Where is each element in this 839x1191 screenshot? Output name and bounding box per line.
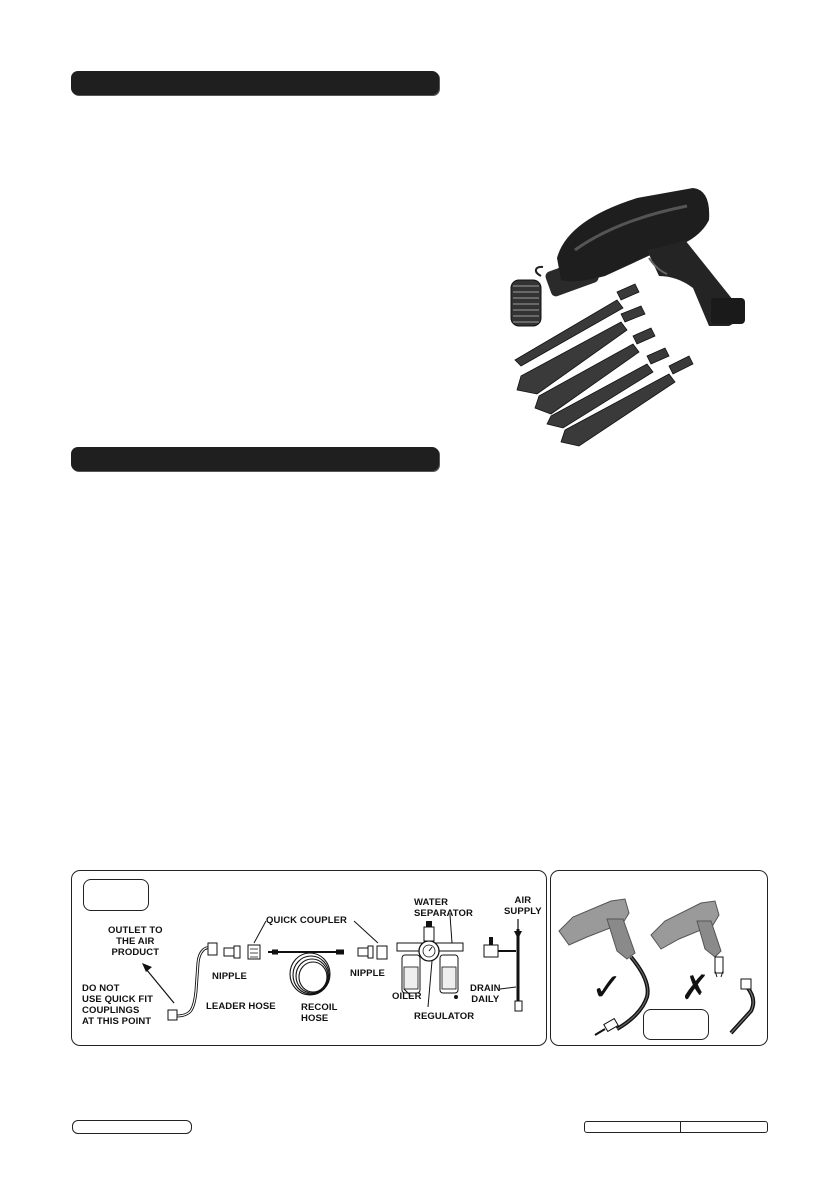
connection-comparison-panel xyxy=(550,870,768,1046)
footer-issue-box xyxy=(584,1121,768,1133)
air-supply-diagram-panel xyxy=(71,870,547,1046)
label-water-separator: WATER SEPARATOR xyxy=(414,897,473,919)
label-air-supply: AIR SUPPLY xyxy=(504,895,542,917)
label-leader-hose: LEADER HOSE xyxy=(206,1001,276,1012)
air-hammer-icon xyxy=(544,188,745,326)
air-hammer-kit-illustration xyxy=(497,180,777,450)
label-nipple: NIPPLE xyxy=(212,971,247,982)
figure-tag xyxy=(643,1009,709,1040)
section-header-bar xyxy=(71,71,439,95)
chisel-set-icon xyxy=(515,284,693,446)
label-quick-coupler: QUICK COUPLER xyxy=(266,915,347,926)
label-regulator: REGULATOR xyxy=(414,1011,475,1022)
section-header-bar xyxy=(71,447,439,471)
label-do-not: DO NOT USE QUICK FIT COUPLINGS AT THIS POINT xyxy=(82,983,153,1027)
label-oiler: OILER xyxy=(392,991,422,1002)
cross-mark-icon: ✗ xyxy=(681,968,710,1008)
label-drain-daily: DRAIN DAILY xyxy=(470,983,501,1005)
check-mark-icon: ✓ xyxy=(591,965,623,1009)
footer-divider xyxy=(680,1122,681,1132)
footer-model-box xyxy=(72,1120,192,1134)
label-nipple: NIPPLE xyxy=(350,968,385,979)
spring-retainer-icon xyxy=(511,267,543,326)
label-outlet: OUTLET TO THE AIR PRODUCT xyxy=(108,925,163,958)
label-recoil-hose: RECOIL HOSE xyxy=(301,1002,338,1024)
